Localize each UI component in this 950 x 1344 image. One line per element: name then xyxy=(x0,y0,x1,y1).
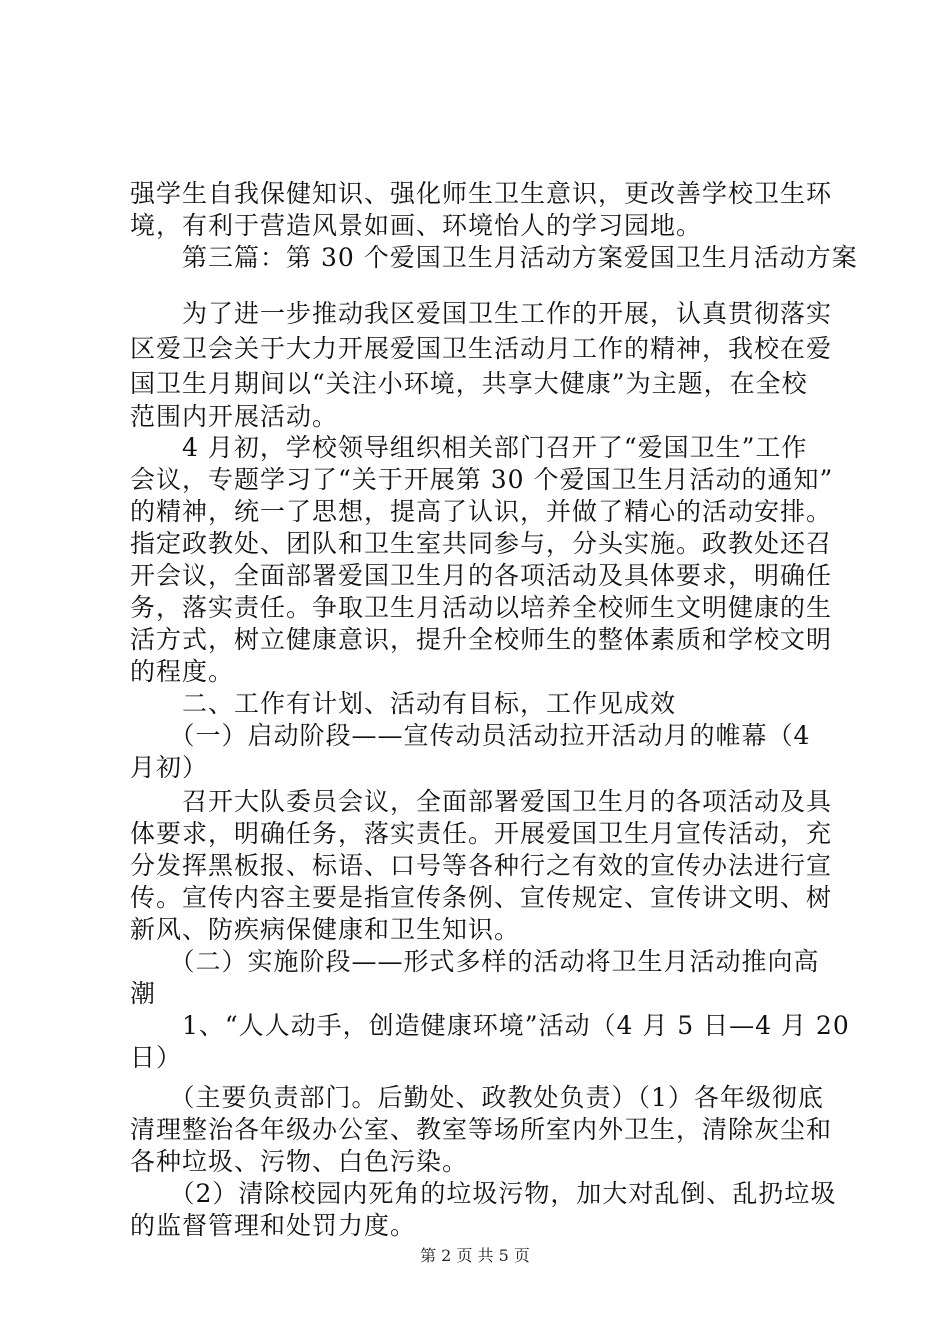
text-line: 分发挥黑板报、标语、口号等各种行之有效的宣传办法进行宣 xyxy=(130,851,833,880)
text-line: 新风、防疾病保健康和卫生知识。 xyxy=(130,915,521,944)
page-number-footer: 第 2 页 共 5 页 xyxy=(420,1246,530,1265)
section-heading: 第三篇：第 30 个爱国卫生月活动方案爱国卫生月活动方案 xyxy=(130,243,858,272)
section-heading: （一）启动阶段——宣传动员活动拉开活动月的帷幕（4 xyxy=(130,721,811,750)
text-line: 为了进一步推动我区爱国卫生工作的开展，认真贯彻落实 xyxy=(130,299,833,328)
section-heading: （二）实施阶段——形式多样的活动将卫生月活动推向高 xyxy=(130,947,820,976)
text-line: 指定政教处、团队和卫生室共同参与，分头实施。政教处还召 xyxy=(130,529,833,558)
text-line: 清理整治各年级办公室、教室等场所室内外卫生，清除灰尘和 xyxy=(130,1115,833,1144)
text-line: 的精神，统一了思想，提高了认识，并做了精心的活动安排。 xyxy=(130,497,833,526)
text-line: 活方式，树立健康意识，提升全校师生的整体素质和学校文明 xyxy=(130,625,833,654)
text-line: 月初） xyxy=(130,753,209,782)
text-line: 的监督管理和处罚力度。 xyxy=(130,1211,417,1240)
text-line: 体要求，明确任务，落实责任。开展爱国卫生月宣传活动，充 xyxy=(130,819,833,848)
text-line: 4 月初，学校领导组织相关部门召开了“爱国卫生”工作 xyxy=(130,433,808,462)
text-line: 国卫生月期间以“关注小环境，共享大健康”为主题，在全校 xyxy=(130,369,808,398)
text-line: 日） xyxy=(130,1043,183,1072)
text-line: 传。宣传内容主要是指宣传条例、宣传规定、宣传讲文明、树 xyxy=(130,883,833,912)
text-line: 强学生自我保健知识、强化师生卫生意识，更改善学校卫生环 xyxy=(130,179,833,208)
text-line: （主要负责部门。后勤处、政教处负责）（1）各年级彻底 xyxy=(130,1083,824,1112)
text-line: 各种垃圾、污物、白色污染。 xyxy=(130,1147,469,1176)
text-line: 的程度。 xyxy=(130,657,235,686)
text-line: 务，落实责任。争取卫生月活动以培养全校师生文明健康的生 xyxy=(130,593,833,622)
section-heading: 二、工作有计划、活动有目标，工作见成效 xyxy=(130,689,677,718)
text-line: 召开大队委员会议，全面部署爱国卫生月的各项活动及具 xyxy=(130,787,833,816)
text-line: 1、“人人动手，创造健康环境”活动（4 月 5 日—4 月 20 xyxy=(130,1011,850,1040)
text-line: 开会议，全面部署爱国卫生月的各项活动及具体要求，明确任 xyxy=(130,561,833,590)
text-line: （2）清除校园内死角的垃圾污物，加大对乱倒、乱扔垃圾 xyxy=(130,1179,837,1208)
text-line: 区爱卫会关于大力开展爱国卫生活动月工作的精神，我校在爱 xyxy=(130,334,833,363)
text-line: 潮 xyxy=(130,979,157,1008)
text-line: 境，有利于营造风景如画、环境怡人的学习园地。 xyxy=(130,211,703,240)
text-line: 范围内开展活动。 xyxy=(130,402,339,431)
text-line: 会议，专题学习了“关于开展第 30 个爱国卫生月活动的通知” xyxy=(130,465,834,494)
